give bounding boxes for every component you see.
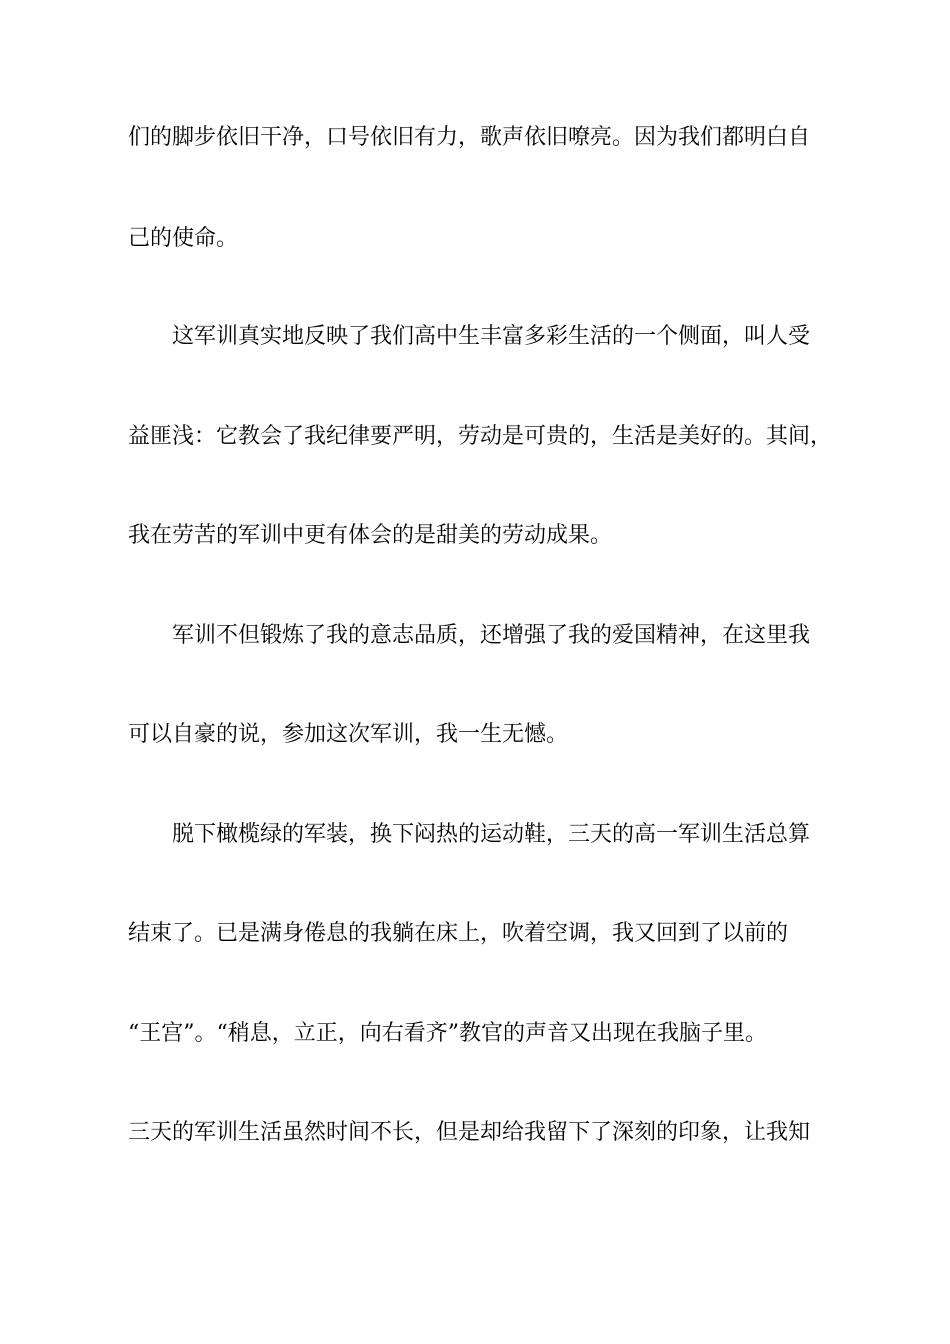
text-line: 们的脚步依旧干净，口号依旧有力，歌声依旧嘹亮。因为我们都明白自	[128, 125, 811, 150]
text-line: 三天的军训生活虽然时间不长，但是却给我留下了深刻的印象，让我知	[128, 1120, 811, 1145]
text-line: 己的使命。	[128, 226, 239, 251]
paragraph-start-line: 这军训真实地反映了我们高中生丰富多彩生活的一个侧面，叫人受	[128, 324, 811, 349]
text-line: 我在劳苦的军训中更有体会的是甜美的劳动成果。	[128, 523, 613, 548]
paragraph-start-line: 脱下橄榄绿的军装，换下闷热的运动鞋，三天的高一军训生活总算	[128, 822, 811, 847]
text-line: “王宫”。“稍息，立正，向右看齐”教官的声音又出现在我脑子里。	[128, 1021, 767, 1046]
text-line: 结束了。已是满身倦息的我躺在床上，吹着空调，我又回到了以前的	[128, 921, 789, 946]
paragraph-start-line: 军训不但锻炼了我的意志品质，还增强了我的爱国精神，在这里我	[128, 623, 811, 648]
text-line: 益匪浅：它教会了我纪律要严明，劳动是可贵的，生活是美好的。其间，	[128, 424, 833, 449]
text-line: 可以自豪的说，参加这次军训，我一生无憾。	[128, 722, 569, 747]
